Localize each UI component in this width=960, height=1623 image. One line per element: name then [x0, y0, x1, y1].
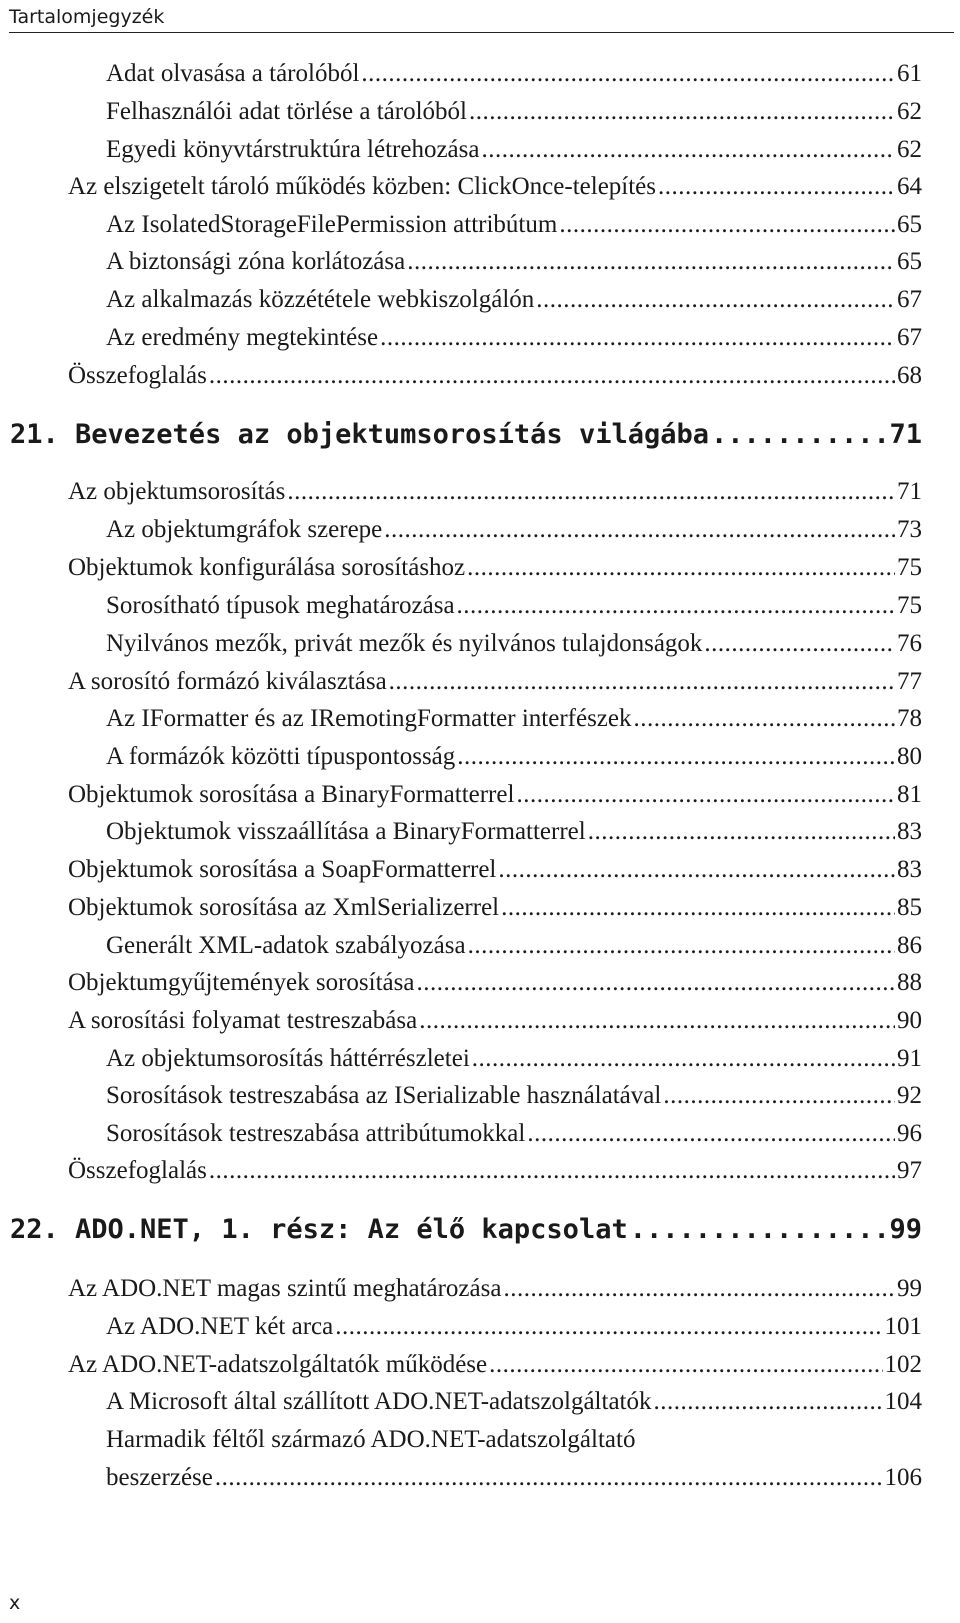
toc-entry[interactable]: [0, 1351, 960, 1379]
toc-entry-page: 85: [897, 894, 922, 921]
dot-leader: [467, 554, 895, 582]
toc-entry[interactable]: [0, 743, 960, 771]
toc-entry-title: A Microsoft által szállított ADO.NET-adatszolgáltatók: [106, 1388, 652, 1415]
toc-entry-title: Összefoglalás: [68, 362, 207, 389]
toc-entry[interactable]: [0, 1007, 960, 1035]
dot-leader: [489, 1351, 882, 1379]
toc-entry[interactable]: [0, 818, 960, 846]
toc-entry[interactable]: [0, 286, 960, 314]
toc-entry-title: Egyedi könyvtárstruktúra létrehozása: [106, 136, 480, 163]
toc-entry-page: 65: [897, 248, 922, 275]
toc-entry-page: 68: [897, 362, 922, 389]
toc-entry[interactable]: [0, 60, 960, 88]
toc-chapter-entry[interactable]: [0, 419, 960, 463]
toc-entry-title: Objektumok konfigurálása sorosításhoz: [68, 554, 466, 581]
dot-leader: [536, 286, 895, 314]
toc-entry-title: Az objektumgráfok szerepe: [106, 516, 383, 543]
toc-entry-title: Generált XML-adatok szabályozása: [106, 932, 466, 959]
dot-leader: [215, 1464, 883, 1492]
dot-leader: [501, 894, 895, 922]
toc-entry[interactable]: [0, 668, 960, 696]
dot-leader: [457, 743, 895, 771]
toc-entry-page: 61: [897, 60, 922, 87]
toc-entry-title: Az objektumsorosítás háttérrészletei: [106, 1045, 470, 1072]
toc-chapter-entry[interactable]: [0, 1214, 960, 1258]
toc-entry-title: Objektumok sorosítása az XmlSerializerrel: [68, 894, 500, 921]
toc-entry-title: Az IFormatter és az IRemotingFormatter interfészek: [106, 705, 632, 732]
toc-entry-title: Az objektumsorosítás: [68, 478, 286, 505]
dot-leader: [468, 932, 895, 960]
dot-leader: [416, 969, 895, 997]
toc-entry-title: Sorosítások testreszabása attribútumokkal: [106, 1120, 526, 1147]
toc-entry[interactable]: [0, 1045, 960, 1073]
toc-entry-title: Összefoglalás: [68, 1157, 207, 1184]
toc-entry-title: Az alkalmazás közzététele webkiszolgálón: [106, 286, 535, 313]
toc-entry[interactable]: [0, 1157, 960, 1185]
toc-entry[interactable]: [0, 1388, 960, 1416]
toc-entry-title: Az eredmény megtekintése: [106, 324, 379, 351]
toc-entry-page: 65: [897, 211, 922, 238]
dot-leader: [654, 1388, 883, 1416]
toc-entry[interactable]: [0, 781, 960, 809]
dot-leader: [516, 781, 895, 809]
dot-leader: [658, 173, 895, 201]
toc-entry-title: A biztonsági zóna korlátozása: [106, 248, 406, 275]
toc-entry-page: 91: [897, 1045, 922, 1072]
toc-entry-title: Az ADO.NET magas szintű meghatározása: [68, 1275, 502, 1302]
toc-entry[interactable]: [0, 173, 960, 201]
dot-leader: [704, 630, 895, 658]
dot-leader: [503, 1275, 895, 1303]
running-head: Tartalomjegyzék: [9, 6, 165, 28]
toc-entry[interactable]: [0, 324, 960, 352]
dot-leader: [335, 1313, 882, 1341]
toc-entry-title: Adat olvasása a tárolóból: [106, 60, 360, 87]
toc-entry-title: A formázók közötti típuspontosság: [106, 743, 456, 770]
toc-entry[interactable]: [0, 932, 960, 960]
toc-entry-page: 97: [897, 1157, 922, 1184]
dot-leader: [361, 60, 895, 88]
toc-entry-title: Objektumgyűjtemények sorosítása: [68, 969, 415, 996]
dot-leader: [389, 668, 895, 696]
toc-entry-page: 73: [897, 516, 922, 543]
toc-entry-title: 21. Bevezetés az objektumsorosítás világába: [10, 419, 709, 450]
dot-leader: [663, 1082, 895, 1110]
toc-entry[interactable]: [0, 1426, 960, 1502]
toc-entry[interactable]: [0, 705, 960, 733]
toc-entry-page: 99: [897, 1275, 922, 1302]
toc-entry[interactable]: [0, 136, 960, 164]
toc-entry[interactable]: [0, 894, 960, 922]
toc-entry[interactable]: [0, 1313, 960, 1341]
folio: x: [9, 1592, 21, 1614]
toc-entry-title: Sorosítások testreszabása az ISerializable használatával: [106, 1082, 662, 1109]
toc-entry-page: 76: [897, 630, 922, 657]
toc-entry-page: 102: [884, 1351, 922, 1378]
page-footer: [9, 1588, 20, 1618]
toc-entry-title: Az IsolatedStorageFilePermission attribútum: [106, 211, 558, 238]
dot-leader: [469, 98, 895, 126]
toc-entry-page: 67: [897, 286, 922, 313]
dot-leader: [630, 1214, 888, 1245]
toc-entry[interactable]: [0, 1082, 960, 1110]
toc-entry-page: 83: [897, 818, 922, 845]
toc-entry[interactable]: [0, 1275, 960, 1303]
toc-entry-page: 81: [897, 781, 922, 808]
toc-entry-page: 92: [897, 1082, 922, 1109]
toc-entry-page: 75: [897, 554, 922, 581]
toc-entry-title: A sorosítási folyamat testreszabása: [68, 1007, 418, 1034]
dot-leader: [711, 419, 888, 450]
toc-entry[interactable]: [0, 478, 960, 506]
toc-entry-page: 88: [897, 969, 922, 996]
toc-entry[interactable]: [0, 1120, 960, 1148]
dot-leader: [209, 362, 895, 390]
toc-entry-title: Az elszigetelt tároló működés közben: ClickOnce-telepítés: [68, 173, 657, 200]
toc-entry-title: Objektumok sorosítása a BinaryFormatterrel: [68, 781, 515, 808]
dot-leader: [419, 1007, 895, 1035]
dot-leader: [407, 248, 895, 276]
dot-leader: [527, 1120, 895, 1148]
toc-entry-page: 99: [889, 1214, 922, 1245]
toc-entry[interactable]: [0, 362, 960, 390]
toc-entry-page: 86: [897, 932, 922, 959]
toc-entry-page: 77: [897, 668, 922, 695]
toc-entry-page: 71: [897, 478, 922, 505]
toc-entry-page: 71: [889, 419, 922, 450]
toc-entry[interactable]: [0, 592, 960, 620]
toc-entry[interactable]: [0, 516, 960, 544]
toc-entry-page: 96: [897, 1120, 922, 1147]
dot-leader: [481, 136, 895, 164]
toc-entry-title: Az ADO.NET-adatszolgáltatók működése: [68, 1351, 488, 1378]
toc-entry-title: Felhasználói adat törlése a tárolóból: [106, 98, 467, 125]
toc-entry-page: 67: [897, 324, 922, 351]
toc-entry-page: 90: [897, 1007, 922, 1034]
toc-entry-page: 106: [884, 1464, 922, 1491]
dot-leader: [209, 1157, 895, 1185]
toc-entry[interactable]: [0, 248, 960, 276]
dot-leader: [498, 856, 895, 884]
toc-entry[interactable]: [0, 554, 960, 582]
toc-entry[interactable]: [0, 856, 960, 884]
toc-entry[interactable]: [0, 211, 960, 239]
toc-entry-page: 62: [897, 136, 922, 163]
dot-leader: [559, 211, 895, 239]
dot-leader: [588, 818, 895, 846]
toc-entry-page: 78: [897, 705, 922, 732]
dot-leader: [380, 324, 895, 352]
toc-entry-title: 22. ADO.NET, 1. rész: Az élő kapcsolat: [10, 1214, 628, 1245]
toc-entry-title: A sorosító formázó kiválasztása: [68, 668, 387, 695]
toc-entry-title: Objektumok sorosítása a SoapFormatterrel: [68, 856, 497, 883]
toc-entry[interactable]: [0, 969, 960, 997]
toc-entry-page: 80: [897, 743, 922, 770]
toc-entry[interactable]: [0, 630, 960, 658]
dot-leader: [287, 478, 895, 506]
dot-leader: [634, 705, 895, 733]
toc-entry-title: Harmadik féltől származó ADO.NET-adatszolgáltató: [106, 1426, 636, 1453]
toc-entry-page: 101: [884, 1313, 922, 1340]
page-header: [9, 2, 954, 33]
toc-entry-title: Sorosítható típusok meghatározása: [106, 592, 455, 619]
dot-leader: [457, 592, 895, 620]
toc-entry-page: 64: [897, 173, 922, 200]
toc-entry-page: 62: [897, 98, 922, 125]
dot-leader: [472, 1045, 895, 1073]
toc-entry-title: Az ADO.NET két arca: [106, 1313, 334, 1340]
toc-entry[interactable]: [0, 98, 960, 126]
toc-entry-page: 83: [897, 856, 922, 883]
toc-entry-page: 104: [884, 1388, 922, 1415]
toc-entry-page: 75: [897, 592, 922, 619]
toc-entry-title: Nyilvános mezők, privát mezők és nyilvános tulajdonságok: [106, 630, 703, 657]
toc-entry-title: Objektumok visszaállítása a BinaryFormatterrel: [106, 818, 586, 845]
dot-leader: [384, 516, 895, 544]
toc-entry-title-continued: beszerzése: [106, 1464, 213, 1491]
